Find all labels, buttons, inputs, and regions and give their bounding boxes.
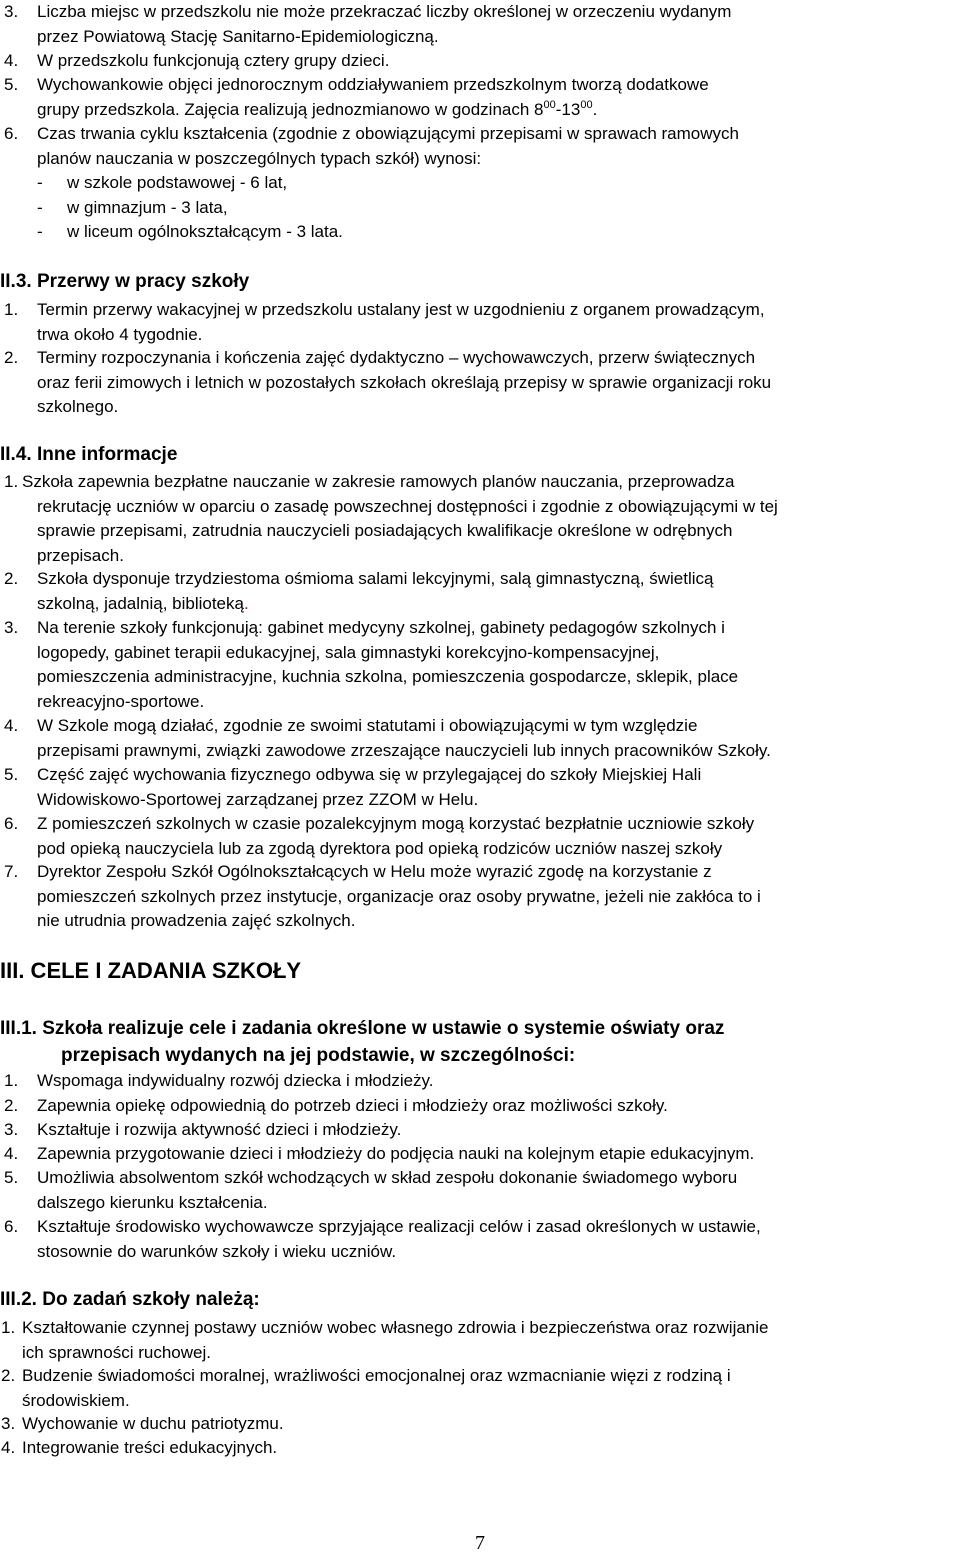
item-text: pod opieką nauczyciela lub za zgodą dyrektora pod opieką rodziców uczniów naszej szkoły xyxy=(37,838,723,858)
item-text: planów nauczania w poszczególnych typach szkół) wynosi: xyxy=(37,148,482,168)
item-number: 4. xyxy=(4,51,19,70)
item-number: 7. xyxy=(4,862,19,881)
cycle-item: - w szkole podstawowej - 6 lat, xyxy=(37,173,288,192)
cycle-item: - w liceum ogólnokształcącym - 3 lata. xyxy=(37,222,343,241)
item-number: 4. xyxy=(1,1438,16,1457)
section-heading-ii4: II.4. Inne informacje xyxy=(0,444,178,465)
item-text: Na terenie szkoły funkcjonują: gabinet medycyny szkolnej, gabinety pedagogów szkolnych i xyxy=(37,618,725,637)
item-text: Szkoła zapewnia bezpłatne nauczanie w zakresie ramowych planów nauczania, przeprowadza xyxy=(22,472,735,491)
item-text: grupy przedszkola. Zajęcia realizują jednozmianowo w godzinach $8^{00}-13^{00}$. xyxy=(37,98,598,119)
item-number: 1. xyxy=(4,472,19,491)
item-text: Widowiskowo-Sportowej zarządzanej przez ZZOM w Helu. xyxy=(37,789,479,809)
item-text: rekrutację uczniów w oparciu o zasadę powszechnej dostępności i zgodnie z obowiązującymi w tej xyxy=(37,496,778,516)
item-text: szkolną, jadalnią, biblioteką. xyxy=(37,593,249,613)
item-number: 5. xyxy=(4,75,19,94)
item-text: oraz ferii zimowych i letnich w pozostałych szkołach określają przepisy w sprawie organizacji roku xyxy=(37,372,772,392)
item-text: przepisami prawnymi, związki zawodowe zrzeszające nauczycieli lub innych pracowników Szkoły. xyxy=(37,740,771,760)
item-number: 3. xyxy=(4,2,19,21)
item-text: sprawie przepisami, zatrudnia nauczycieli posiadających kwalifikacje określone w odrębnych xyxy=(37,521,733,540)
item-text: przez Powiatową Stację Sanitarno-Epidemiologiczną. xyxy=(37,26,439,46)
item-text: trwa około 4 tygodnie. xyxy=(37,324,203,344)
section-heading-ii3: II.3. Przerwy w pracy szkoły xyxy=(0,271,250,292)
item-text: Kształtuje środowisko wychowawcze sprzyjające realizacji celów i zasad określonych w ustawie, xyxy=(37,1217,761,1236)
item-number: 6. xyxy=(4,124,19,143)
item-text: W Szkole mogą działać, zgodnie ze swoimi statutami i obowiązującymi w tym względzie xyxy=(37,716,698,735)
item-text: Zapewnia przygotowanie dzieci i młodzieży do podjęcia nauki na kolejnym etapie edukacyjnym. xyxy=(37,1144,755,1163)
item-text: Wychowankowie objęci jednorocznym oddziaływaniem przedszkolnym tworzą dodatkowe xyxy=(37,75,709,94)
item-number: 2. xyxy=(4,348,19,367)
item-text: ich sprawności ruchowej. xyxy=(22,1342,211,1362)
cycle-item: - w gimnazjum - 3 lata, xyxy=(37,197,228,217)
item-number: 3. xyxy=(4,1120,19,1139)
item-number: 3. xyxy=(4,618,19,637)
item-text: Dyrektor Zespołu Szkół Ogólnokształcących w Helu może wyrazić zgodę na korzystanie z xyxy=(37,862,712,881)
item-text: rekreacyjno-sportowe. xyxy=(37,691,205,711)
item-text: Umożliwia absolwentom szkół wchodzących w skład zespołu dokonanie świadomego wyboru xyxy=(37,1168,738,1187)
section-heading-iii1: III.1. Szkoła realizuje cele i zadania określone w ustawie o systemie oświaty oraz xyxy=(0,1018,725,1039)
item-number: 1. xyxy=(1,1318,16,1337)
item-text: Terminy rozpoczynania i kończenia zajęć dydaktyczno – wychowawczych, przerw świątecznych xyxy=(37,348,756,367)
item-text: Kształtowanie czynnej postawy uczniów wobec własnego zdrowia i bezpieczeństwa oraz rozwijanie xyxy=(22,1318,769,1337)
item-number: 2. xyxy=(4,569,19,588)
item-text: Kształtuje i rozwija aktywność dzieci i młodzieży. xyxy=(37,1120,402,1139)
item-text: stosownie do warunków szkoły i wieku uczniów. xyxy=(37,1241,397,1261)
page-number: 7 xyxy=(475,1532,485,1554)
item-text: Szkoła dysponuje trzydziestoma ośmioma salami lekcyjnymi, salą gimnastyczną, świetlicą xyxy=(37,569,714,588)
item-number: 2. xyxy=(1,1366,16,1385)
item-text: Integrowanie treści edukacyjnych. xyxy=(22,1438,278,1457)
item-text: Liczba miejsc w przedszkolu nie może przekraczać liczby określonej w orzeczeniu wydanym xyxy=(37,2,732,21)
item-text: Czas trwania cyklu kształcenia (zgodnie z obowiązującymi przepisami w sprawach ramowych xyxy=(37,124,739,143)
item-number: 5. xyxy=(4,765,19,784)
item-text: szkolnego. xyxy=(37,397,119,416)
item-text: dalszego kierunku kształcenia. xyxy=(37,1192,268,1212)
item-text: nie utrudnia prowadzenia zajęć szkolnych. xyxy=(37,911,356,930)
item-text: W przedszkolu funkcjonują cztery grupy dzieci. xyxy=(37,51,390,70)
item-number: 3. xyxy=(1,1414,16,1433)
item-number: 1. xyxy=(4,300,19,319)
item-number: 6. xyxy=(4,1217,19,1236)
item-number: 5. xyxy=(4,1168,19,1187)
item-text: pomieszczenia administracyjne, kuchnia szkolna, pomieszczenia gospodarcze, sklepik, place xyxy=(37,667,739,686)
section-heading-iii1-cont: przepisach wydanych na jej podstawie, w szczególności: xyxy=(61,1045,576,1066)
item-text: Wspomaga indywidualny rozwój dziecka i młodzieży. xyxy=(37,1071,434,1090)
item-text: Termin przerwy wakacyjnej w przedszkolu ustalany jest w uzgodnieniu z organem prowadzącym, xyxy=(37,300,765,319)
item-text: Wychowanie w duchu patriotyzmu. xyxy=(22,1414,284,1433)
item-text: środowiskiem. xyxy=(22,1390,130,1410)
item-number: 1. xyxy=(4,1071,19,1090)
item-text: Z pomieszczeń szkolnych w czasie pozalekcyjnym mogą korzystać bezpłatnie uczniowie szkoły xyxy=(37,814,755,833)
item-text: logopedy, gabinet terapii edukacyjnej, sala gimnastyki korekcyjno-kompensacyjnej, xyxy=(37,642,660,662)
item-text: pomieszczeń szkolnych przez instytucje, organizacje oraz osoby prywatne, jeżeli nie zakłóca to i xyxy=(37,886,761,906)
item-text: Budzenie świadomości moralnej, wrażliwości emocjonalnej oraz wzmacnianie więzi z rodziną i xyxy=(22,1366,731,1385)
chapter-heading-iii: III. CELE I ZADANIA SZKOŁY xyxy=(0,958,302,983)
item-text: Zapewnia opiekę odpowiednią do potrzeb dzieci i młodzieży oraz możliwości szkoły. xyxy=(37,1096,668,1115)
item-number: 4. xyxy=(4,1144,19,1163)
item-number: 6. xyxy=(4,814,19,833)
item-text: przepisach. xyxy=(37,545,124,565)
item-number: 4. xyxy=(4,716,19,735)
item-text: Część zajęć wychowania fizycznego odbywa się w przylegającej do szkoły Miejskiej Hali xyxy=(37,765,702,784)
item-number: 2. xyxy=(4,1096,19,1115)
section-heading-iii2: III.2. Do zadań szkoły należą: xyxy=(0,1289,260,1310)
